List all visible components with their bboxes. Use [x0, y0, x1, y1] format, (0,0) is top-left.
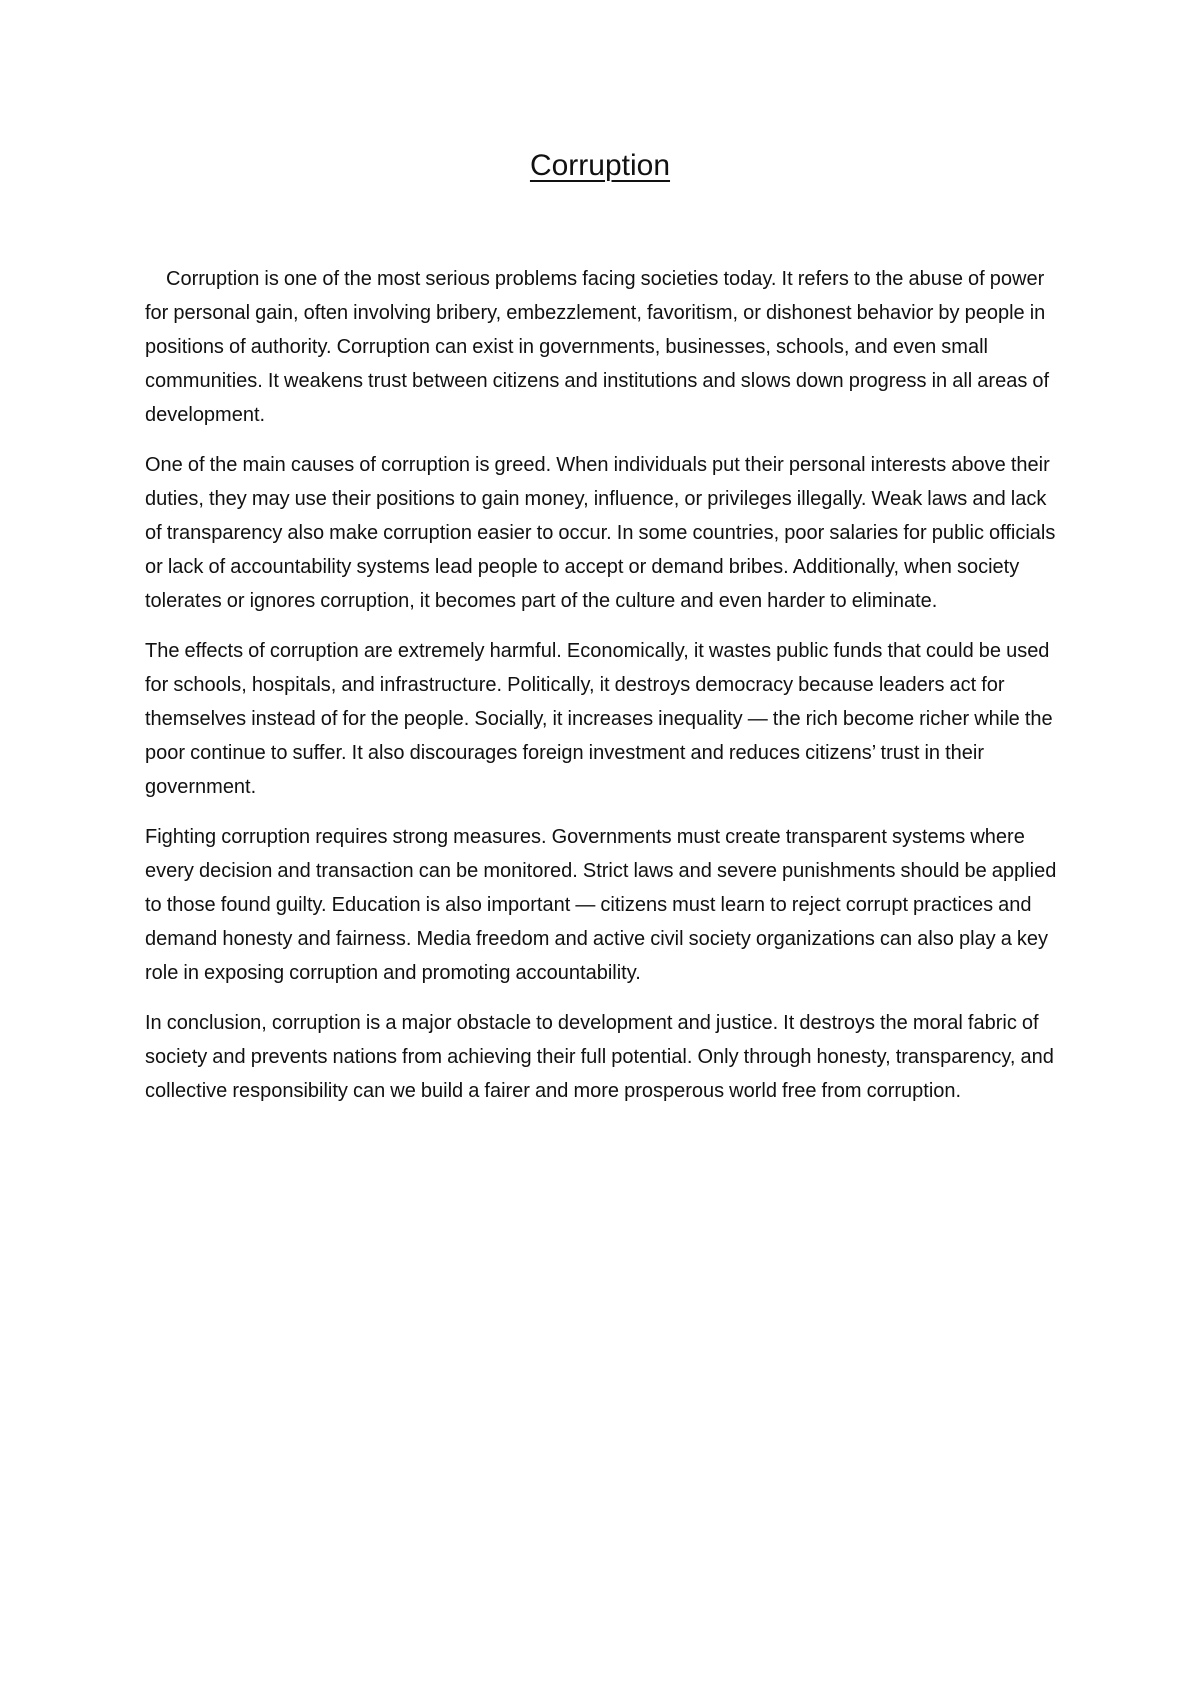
paragraph-effects: The effects of corruption are extremely harmful. Economically, it wastes public funds that could be used for schools, hospitals, and infrastructure. Politically, it destroys democracy because leaders act for themselves instead of for the people. Socially, it increases inequality — the rich become richer while the poor continue to suffer. It also discourages foreign investment and reduces citizens’ trust in their government.: [145, 640, 1053, 798]
document-body: [145, 262, 1065, 1124]
paragraph-conclusion: In conclusion, corruption is a major obstacle to development and justice. It destroys the moral fabric of society and prevents nations from achieving their full potential. Only through honesty, transparency, and collective responsibility can we build a fairer and more prosperous world free from corruption.: [145, 1012, 1054, 1102]
document-title: Corruption: [529, 149, 671, 182]
paragraph-solutions: Fighting corruption requires strong measures. Governments must create transparent systems where every decision and transaction can be monitored. Strict laws and severe punishments should be applied to those found guilty. Education is also important — citizens must learn to reject corrupt practices and demand honesty and fairness. Media freedom and active civil society organizations can also play a key role in exposing corruption and promoting accountability.: [145, 826, 1057, 984]
paragraph-introduction: Corruption is one of the most serious problems facing societies today. It refers to the abuse of power for personal gain, often involving bribery, embezzlement, favoritism, or dishonest behavior by people in positions of authority. Corruption can exist in governments, businesses, schools, and even small communities. It weakens trust between citizens and institutions and slows down progress in all areas of development.: [145, 268, 1050, 426]
paragraph-causes: One of the main causes of corruption is greed. When individuals put their personal interests above their duties, they may use their positions to gain money, influence, or privileges illegally. Weak laws and lack of transparency also make corruption easier to occur. In some countries, poor salaries for public officials or lack of accountability systems lead people to accept or demand bribes. Additionally, when society tolerates or ignores corruption, it becomes part of the culture and even harder to eliminate.: [145, 454, 1056, 612]
